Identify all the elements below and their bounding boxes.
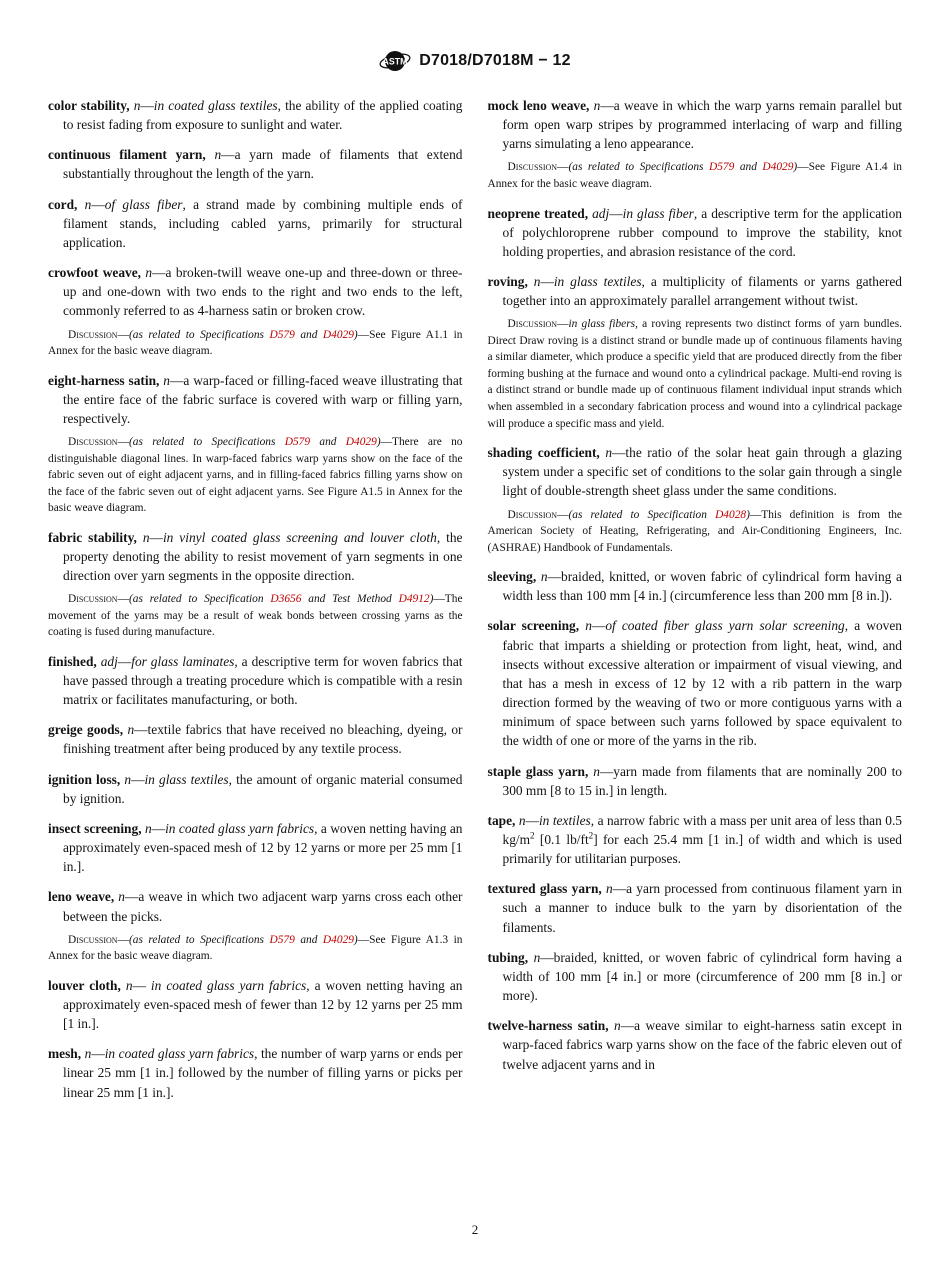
definition: neoprene treated, adj—in glass fiber, a descriptive term for the application of polychloroprene rubber compound to improve the stability, knot holding properties, and abrasion resistance of the cord. xyxy=(487,205,902,259)
definition: tape, n—in textiles, a narrow fabric with a mass per unit area of less than 0.5 $kg/m^2$ [0.1 $lb/ft^2$] for each 25.4 mm [1 in.] of width and which is used primarily for utilitarian purposes. xyxy=(487,812,902,867)
definition: leno weave, n—a weave in which two adjacent warp yarns cross each other between the picks. xyxy=(48,889,463,924)
spec-link[interactable]: D3656 xyxy=(270,593,302,606)
discussion-note: Discussion—(as related to Specifications D579 and D4029)—There are no distinguishable diagonal lines. In warp-faced fabrics warp yarns show on the face of the fabric seven out of eight adjacent yarns, and in filling-faced fabrics filling yarns show on the face of the fabric seven out of eight adjacent yarns. See Figure A1.5 in Annex for the basic weave diagram. xyxy=(48,436,463,515)
spec-link[interactable]: D579 xyxy=(709,161,735,174)
page-number: 2 xyxy=(471,1222,479,1237)
page-header xyxy=(0,0,950,74)
spec-link[interactable]: D4912 xyxy=(398,593,430,606)
discussion-note: Discussion—(as related to Specifications D579 and D4029)—See Figure A1.1 in Annex for the basic weave diagram. xyxy=(48,328,463,358)
spec-link[interactable]: D4028 xyxy=(715,508,747,521)
definition: sleeving, n—braided, knitted, or woven fabric of cylindrical form having a width less than 100 mm [4 in.] (circumference less than 200 mm [8 in.]). xyxy=(487,569,902,604)
definition: mock leno weave, n—a weave in which the warp yarns remain parallel but form open warp stripes by programmed interlacing of warp and filling yarns simulating a leno appearance. xyxy=(487,98,902,152)
definition: twelve-harness satin, n—a weave similar to eight-harness satin except in warp-faced fabrics warp yarns show on the face of the fabric eleven out of twelve adjacent yarns and in xyxy=(487,1018,902,1072)
definition: fabric stability, n—in vinyl coated glass screening and louver cloth, the property denoting the ability to resist movement of yarn segments in one direction over yarn segments in the opposite direction. xyxy=(48,529,463,584)
definition: roving, n—in glass textiles, a multiplicity of filaments or yarns gathered together into an approximately parallel arrangement without twist. xyxy=(487,274,903,309)
discussion-note: Discussion—(as related to Specifications D579 and D4029)—See Figure A1.3 in Annex for the basic weave diagram. xyxy=(48,933,463,963)
two-column-body xyxy=(0,74,950,1113)
discussion-note: Discussion—(as related to Specifications D579 and D4029)—See Figure A1.4 in Annex for the basic weave diagram. xyxy=(487,161,902,190)
definition: eight-harness satin, n—a warp-faced or filling-faced weave illustrating that the entire face of the fabric surface is covered with warp or filling yarn, respectively. xyxy=(48,372,463,426)
definition: crowfoot weave, n—a broken-twill weave one-up and three-down or three-up and one-down with two ends to the right and two ends to the left, commonly referred to as 4-harness satin or broken crow. xyxy=(48,265,463,319)
doc-number: D7018/D7018M − 12 xyxy=(419,52,571,69)
definition: greige goods, n—textile fabrics that have received no bleaching, dyeing, or finishing treatment after being produced by any textile process. xyxy=(48,722,463,757)
definition: insect screening, n—in coated glass yarn fabrics, a woven netting having an approximately even-spaced mesh of 12 by 12 yarns or more per 25 mm [1 in.]. xyxy=(48,820,463,875)
discussion-note: Discussion—(as related to Specification D4028)—This definition is from the American Society of Heating, Refrigerating, and Air-Conditioning Engineers, Inc. (ASHRAE) Handbook of Fundamentals. xyxy=(487,508,902,554)
definition: shading coefficient, n—the ratio of the solar heat gain through a glazing system under a specific set of conditions to the solar gain through a single light of double-strength sheet glass under the same conditions. xyxy=(487,445,902,499)
definition: staple glass yarn, n—yarn made from filaments that are nominally 200 to 300 mm [8 to 15 in.] in length. xyxy=(487,763,902,798)
astm-logo xyxy=(379,48,411,74)
discussion-note: Discussion—in glass fibers, a roving represents two distinct forms of yarn bundles. Direct Draw roving is a distinct strand or bundle made up of continuous filaments having a similar diameter, which produce a specific yield that are produced directly from the fiber forming bushing at the furnace and wound onto a cylindrical package. Multi-end roving is a distinct strand or bundle made up of continuous filament individual input strands which when assembled in a secondary fabrication process and wound into a cylindrical package will produce a specific mass and yield. xyxy=(487,318,902,430)
definition: continuous filament yarn, n—a yarn made of filaments that extend substantially throughout the length of the yarn. xyxy=(48,147,463,182)
definition: color stability, n—in coated glass textiles, the ability of the applied coating to resist fading from exposure to sunlight and water. xyxy=(48,98,463,133)
spec-link[interactable]: D4029 xyxy=(345,436,377,449)
page-footer xyxy=(0,1222,950,1238)
spec-link[interactable]: D579 xyxy=(284,436,311,449)
definition: finished, adj—for glass laminates, a descriptive term for woven fabrics that have passed through a treating procedure which is compatible with a resin matrix or facilitates manufacturing, or both. xyxy=(48,653,463,708)
definition: ignition loss, n—in glass textiles, the amount of organic material consumed by ignition. xyxy=(48,771,463,806)
definition: tubing, n—braided, knitted, or woven fabric of cylindrical form having a width of 100 mm [4 in.] or more (circumference of 200 mm [8 in.] or more). xyxy=(487,949,902,1004)
definition: cord, n—of glass fiber, a strand made by combining multiple ends of filament stands, including cabled yarns, primarily for structural application. xyxy=(48,196,463,250)
definition: mesh, n—in coated glass yarn fabrics, the number of warp yarns or ends per linear 25 mm [1 in.] followed by the number of filling yarns or picks per linear 25 mm [1 in.]. xyxy=(48,1046,463,1100)
definition: louver cloth, n— in coated glass yarn fabrics, a woven netting having an approximately even-spaced mesh of fewer than 12 by 12 yarns per 25 mm [1 in.]. xyxy=(48,977,463,1032)
definition: solar screening, n—of coated fiber glass yarn solar screening, a woven fabric that imparts a shielding or protection from light, heat, wind, and insects without excessive alteration or impairment of visual viewing, and that has a mesh in excess of 12 by 12 with a rib pattern in the warp direction formed by the weaving of two or more contiguous yarns with a minimum of space between such yarns followed by space equivalent to the width of one or more of the yarns in the rib. xyxy=(487,618,903,749)
spec-link[interactable]: D579 xyxy=(269,328,295,341)
discussion-note: Discussion—(as related to Specification D3656 and Test Method D4912)—The movement of the yarns may be a result of weak bonds between crossing yarns as the coating is fused during manufacture. xyxy=(48,593,463,639)
spec-link[interactable]: D4029 xyxy=(762,161,794,174)
spec-link[interactable]: D4029 xyxy=(322,328,354,341)
definition: textured glass yarn, n—a yarn processed from continuous filament yarn in such a manner to induce bulk to the yarn by disorientation of the filaments. xyxy=(487,881,903,935)
column-left xyxy=(48,96,463,1113)
svg-text:ASTM: ASTM xyxy=(382,56,408,67)
spec-link[interactable]: D579 xyxy=(269,933,295,946)
spec-link[interactable]: D4029 xyxy=(322,933,354,946)
column-right xyxy=(488,96,903,1113)
